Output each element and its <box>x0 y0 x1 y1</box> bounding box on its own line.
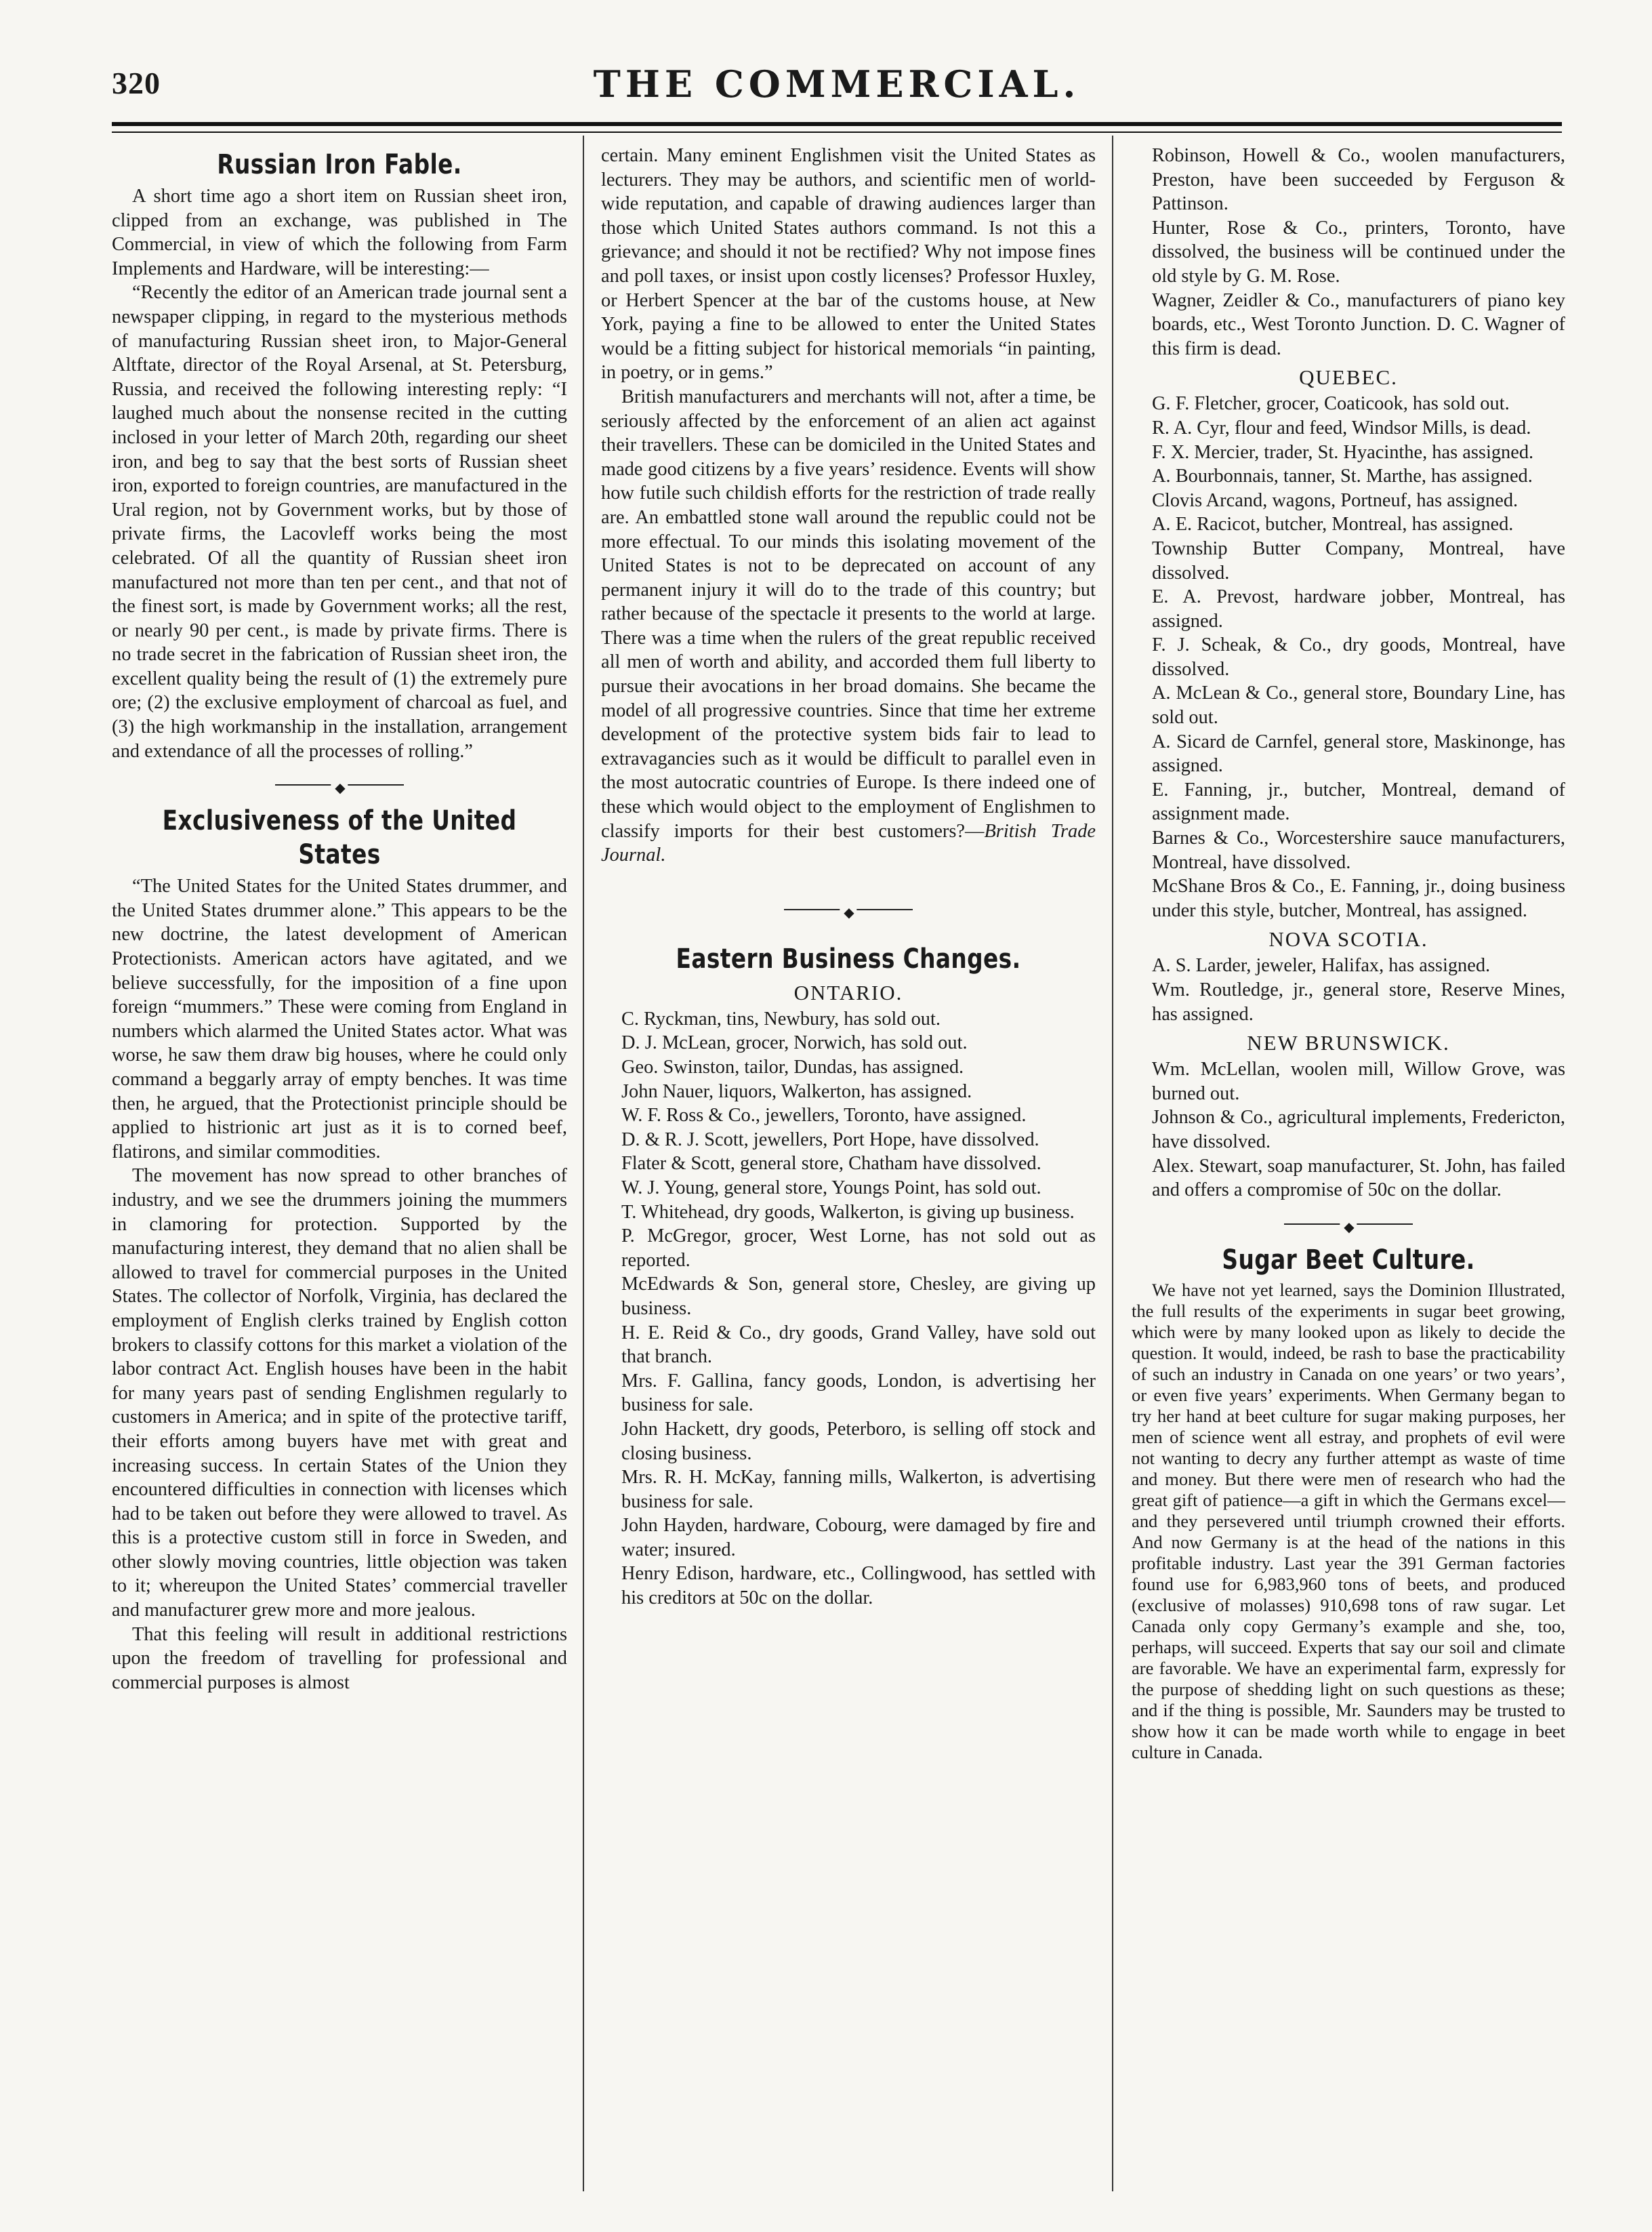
list-item: D. J. McLean, grocer, Norwich, has sold out. <box>621 1032 968 1054</box>
header-rule-thin <box>112 131 1562 133</box>
list-item: A. Sicard de Carnfel, general store, Maskinonge, has assigned. <box>1152 731 1565 777</box>
list-item: F. X. Mercier, trader, St. Hyacinthe, has assigned. <box>1152 441 1534 463</box>
article-title-eastern-business: Eastern Business Changes. <box>676 943 1021 975</box>
list-item: Wm. McLellan, woolen mill, Willow Grove, was burned out. <box>1152 1059 1565 1104</box>
list-item: G. F. Fletcher, grocer, Coaticook, has sold out. <box>1152 393 1510 415</box>
list-item: John Hackett, dry goods, Peterboro, is selling off stock and closing business. <box>621 1418 1096 1464</box>
masthead <box>112 62 1562 117</box>
list-item: A. E. Racicot, butcher, Montreal, has assigned. <box>1152 514 1514 535</box>
section-heading-nova-scotia: NOVA SCOTIA. <box>1268 927 1428 952</box>
list-item: Township Butter Company, Montreal, have dissolved. <box>1152 537 1565 584</box>
list-item: Clovis Arcand, wagons, Portneuf, has assigned. <box>1152 489 1519 511</box>
list-item: C. Ryckman, tins, Newbury, has sold out. <box>621 1008 941 1030</box>
paper-title: THE COMMERCIAL. <box>593 62 1081 106</box>
section-divider <box>1132 1209 1565 1236</box>
list-item: A. S. Larder, jeweler, Halifax, has assigned. <box>1152 955 1491 977</box>
list-item: McEdwards & Son, general store, Chesley, are giving up business. <box>621 1274 1096 1319</box>
list-item: John Nauer, liquors, Walkerton, has assigned. <box>621 1080 972 1102</box>
list-item: R. A. Cyr, flour and feed, Windsor Mills, is dead. <box>1152 417 1531 439</box>
list-item: W. F. Ross & Co., jewellers, Toronto, have assigned. <box>621 1105 1027 1127</box>
paragraph: We have not yet learned, says the Dominion Illustrated, the full results of the experiments in sugar beet growing, which were by many looked upon as likely to decide the question. It would, indeed, be rash to base the practicability of such an industry in Canada on one years’ or two years’, or even five years’ experiments. When Germany began to try her hand at beet culture for sugar making purposes, her men of science went all estray, and prophets of evil were not wanting to decry any further attempt as waste of time and money. But there were men of research who had the great gift of patience—a gift in which the Germans excel—and they persevered until triumph crowned their efforts. And now Germany is at the head of the nations in this profitable industry. Last year the 391 German factories found use for 6,983,960 tons of beets, and produced (exclusive of molasses) 910,698 tons of raw sugar. Let Canada only copy Germany’s example and she, too, perhaps, will succeed. Experts that say our soil and climate are favorable. We have an experimental farm, expressly for the purpose of shedding light on such questions as these; and if the thing is possible, Mr. Saunders may be trusted to show how it can be made worth while to engage in beet culture in Canada. <box>1132 1279 1565 1762</box>
business-notices-list <box>1132 954 1565 1026</box>
list-item: Henry Edison, hardware, etc., Collingwood, has settled with his creditors at 50c on the dollar. <box>621 1563 1096 1609</box>
list-item: T. Whitehead, dry goods, Walkerton, is giving up business. <box>621 1201 1075 1223</box>
paragraph: That this feeling will result in additional restrictions upon the freedom of travelling for professional and commercial purposes is almost <box>112 1623 567 1693</box>
list-item: John Hayden, hardware, Cobourg, were damaged by fire and water; insured. <box>621 1515 1096 1560</box>
paragraph: The movement has now spread to other branches of industry, and we see the drummers joining the mummers in clamoring for protection. Supported by the manufacturing interest, they demand that no alien shall be allowed to travel for commercial purposes in the United States. The collector of Norfolk, Virginia, has declared the employment of English clerks trained by English cotton brokers to classify cottons for this market a violation of the labor contract Act. English houses have been in the habit for many years past of sending Englishmen regularly to customers in America; and in spite of the protective tariff, their efforts among buyers have met with great and increasing success. In certain States of the Union they encountered difficulties in connection with licenses which had to be taken out before they were allowed to travel. As this is a protective custom still in force in Sweden, and other slowly moving countries, little objection was taken to it; whereupon the United States’ commercial traveller and manufacturer grew more and more jealous. <box>112 1165 567 1621</box>
section-divider <box>112 770 567 797</box>
list-item: Geo. Swinston, tailor, Dundas, has assigned. <box>621 1057 964 1078</box>
list-item: A. McLean & Co., general store, Boundary Line, has sold out. <box>1152 683 1565 729</box>
article-title-sugar-beet: Sugar Beet Culture. <box>1222 1244 1475 1276</box>
list-item: Robinson, Howell & Co., woolen manufacturers, Preston, have been succeeded by Ferguson & Pattinson. <box>1152 145 1565 215</box>
paragraph: certain. Many eminent Englishmen visit the United States as lecturers. They may be authors, and scientific men of world-wide reputation, and capable of drawing audiences larger than those which United States authors command. Is not this a grievance; and should it not be rectified? Why not impose fines and poll taxes, or insist upon costly licenses? Professor Huxley, or Herbert Spencer at the bar of the customs house, at New York, paying a fine to be allowed to enter the United States would be a fitting subject for historical memorials “in painting, in poetry, or in gems.” <box>601 145 1096 384</box>
section-heading-quebec: QUEBEC. <box>1299 365 1398 390</box>
paragraph-text: British manufacturers and merchants will not, after a time, be seriously affected by the enforcement of an alien act against their travellers. These can be domiciled in the United States and made good citizens by a five years’ residence. Events will show how futile such childish efforts for the restriction of trade really are. An embattled stone wall around the republic could not be more effectual. To our minds this isolating movement of the United States is not to be deprecated on account of any permanent injury it will do to the trade of this country; but rather because of the spectacle it presents to the world at large. There was a time when the rulers of the great republic received all men of worth and ability, and accorded them full liberty to pursue their avocations in her broad domains. She became the model of all progressive countries. Since that time her extreme development of the protective system bids fair to lead to extravagancies such as it would be difficult to parallel even in the most autocratic countries of Europe. Is there indeed one of these which would object to the employment of Englishmen to classify imports for their best customers?— <box>601 386 1096 842</box>
business-notices-list <box>601 1007 1096 1610</box>
header-rule-thick <box>112 122 1562 126</box>
list-item: Flater & Scott, general store, Chatham have dissolved. <box>621 1153 1041 1175</box>
column-3 <box>1132 144 1565 2191</box>
section-divider <box>601 895 1096 922</box>
source-citation: British Trade Journal. <box>601 820 1096 866</box>
list-item: P. McGregor, grocer, West Lorne, has not sold out as reported. <box>621 1225 1096 1271</box>
article-title-russian-iron: Russian Iron Fable. <box>217 149 462 180</box>
list-item: E. Fanning, jr., butcher, Montreal, demand of assignment made. <box>1152 779 1565 825</box>
section-heading-new-brunswick: NEW BRUNSWICK. <box>1247 1031 1450 1055</box>
list-item: F. J. Scheak, & Co., dry goods, Montreal, have dissolved. <box>1152 634 1565 680</box>
list-item: Barnes & Co., Worcestershire sauce manufacturers, Montreal, have dissolved. <box>1152 828 1565 873</box>
column-divider-1 <box>583 136 584 2191</box>
list-item: Alex. Stewart, soap manufacturer, St. John, has failed and offers a compromise of 50c on the dollar. <box>1152 1155 1565 1201</box>
list-item: Wagner, Zeidler & Co., manufacturers of piano key boards, etc., West Toronto Junction. D. C. Wagner of this firm is dead. <box>1152 289 1565 359</box>
list-item: McShane Bros & Co., E. Fanning, jr., doing business under this style, butcher, Montreal, has assigned. <box>1152 876 1565 921</box>
list-item: E. A. Prevost, hardware jobber, Montreal, has assigned. <box>1152 586 1565 632</box>
list-item: Mrs. R. H. McKay, fanning mills, Walkerton, is advertising business for sale. <box>621 1467 1096 1512</box>
list-item: W. J. Young, general store, Youngs Point, has sold out. <box>621 1177 1041 1198</box>
business-notices-list <box>1132 392 1565 922</box>
paragraph: “The United States for the United States drummer, and the United States drummer alone.” This appears to be the new doctrine, the latest development of American Protectionists. American actors have agitated, and we believe successfully, for the imposition of a fine upon foreign “mummers.” These were coming from England in numbers which alarmed the United States actor. What was worse, he saw them draw big houses, where he could only command a beggarly array of empty benches. It was time then, he argued, that the Protectionist principle should be applied to histrionic art just as it is to corned beef, flatirons, and similar commodities. <box>112 876 567 1162</box>
list-item: H. E. Reid & Co., dry goods, Grand Valley, have sold out that branch. <box>621 1322 1096 1368</box>
paragraph <box>601 385 1096 868</box>
list-item: Wm. Routledge, jr., general store, Reserve Mines, has assigned. <box>1152 979 1565 1025</box>
business-notices-list <box>1132 1057 1565 1202</box>
column-divider-2 <box>1112 136 1113 2191</box>
paragraph: “Recently the editor of an American trade journal sent a newspaper clipping, in regard to the mysterious methods of manufacturing Russian sheet iron, to Major-General Altftate, director of the Royal Arsenal, at St. Petersburg, Russia, and received the following interesting reply: “I laughed much about the nonsense recited in the cutting inclosed in your letter of March 20th, regarding our sheet iron, and beg to say that the best sorts of Russian sheet iron, exported to foreign countries, are manufactured in the Ural region, not by Government works, but by those of private firms, the Lacovleff works being the most celebrated. Of all the quantity of Russian sheet iron manufactured not more than ten per cent., and that not of the finest sort, is made by Government works; all the rest, or nearly 90 per cent., is made by private firms. There is no trade secret in the fabrication of Russian sheet iron, the excellent quality being the result of (1) the extremely pure ore; (2) the exclusive employment of charcoal as fuel, and (3) the high workmanship in the installation, arrangement and extendance of all the processes of rolling.” <box>112 282 567 762</box>
paragraph: A short time ago a short item on Russian sheet iron, clipped from an exchange, was published in The Commercial, in view of which the following from Farm Implements and Hardware, will be interesting:— <box>112 186 567 279</box>
section-heading-ontario: ONTARIO. <box>793 980 903 1005</box>
list-item: D. & R. J. Scott, jewellers, Port Hope, have dissolved. <box>621 1129 1039 1150</box>
list-item: Mrs. F. Gallina, fancy goods, London, is advertising her business for sale. <box>621 1370 1096 1416</box>
list-item: Johnson & Co., agricultural implements, Fredericton, have dissolved. <box>1152 1107 1565 1152</box>
column-1 <box>112 144 567 2191</box>
list-item: A. Bourbonnais, tanner, St. Marthe, has assigned. <box>1152 466 1533 487</box>
business-notices-list <box>1132 144 1565 361</box>
page-number: 320 <box>112 66 161 100</box>
article-title-exclusiveness: Exclusiveness of the United States <box>162 805 517 871</box>
column-2 <box>601 144 1096 2191</box>
list-item: Hunter, Rose & Co., printers, Toronto, have dissolved, the business will be continued under the old style by G. M. Rose. <box>1152 217 1565 287</box>
